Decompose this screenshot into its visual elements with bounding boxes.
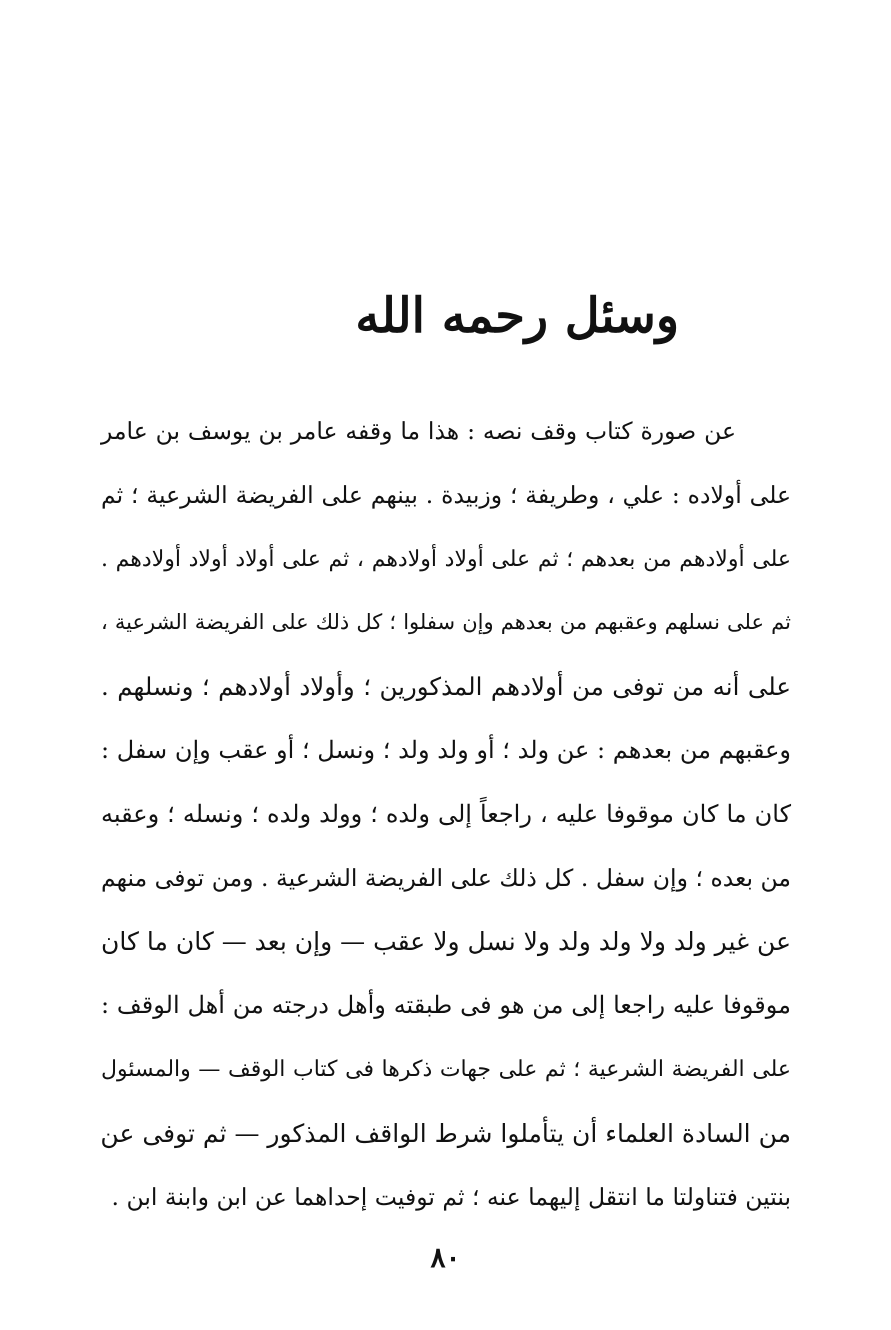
text-line: عن غير ولد ولا ولد ولد ولا نسل ولا عقب — وإن بعد — كان ما كان bbox=[101, 927, 791, 957]
section-heading: وسئل رحمه الله bbox=[355, 288, 679, 344]
text-line: بنتين فتناولتا ما انتقل إليهما عنه ؛ ثم توفيت إحداهما عن ابن وابنة ابن . bbox=[111, 1182, 791, 1211]
page-number: ٨٠ bbox=[430, 1241, 461, 1274]
text-line: من السادة العلماء أن يتأملوا شرط الواقف المذكور — ثم توفى عن bbox=[100, 1118, 791, 1148]
text-line: على الفريضة الشرعية ؛ ثم على جهات ذكرها فى كتاب الوقف — والمسئول bbox=[101, 1056, 791, 1082]
body-text bbox=[101, 400, 791, 1229]
text-line: على أنه من توفى من أولادهم المذكورين ؛ وأولاد أولادهم ؛ ونسلهم . bbox=[101, 672, 791, 702]
text-line: ثم على نسلهم وعقبهم من بعدهم وإن سفلوا ؛ كل ذلك على الفريضة الشرعية ، bbox=[101, 610, 791, 635]
text-line: على أولاده : علي ، وطريفة ؛ وزبيدة . بينهم على الفريضة الشرعية ؛ ثم bbox=[101, 480, 791, 509]
text-line: من بعده ؛ وإن سفل . كل ذلك على الفريضة الشرعية . ومن توفى منهم bbox=[101, 863, 791, 892]
text-line: وعقبهم من بعدهم : عن ولد ؛ أو ولد ولد ؛ ونسل ؛ أو عقب وإن سفل : bbox=[101, 735, 792, 764]
text-line: كان ما كان موقوفا عليه ، راجعاً إلى ولده ؛ وولد ولده ؛ ونسله ؛ وعقبه bbox=[101, 799, 791, 828]
text-line: موقوفا عليه راجعا إلى من هو فى طبقته وأهل درجته من أهل الوقف : bbox=[101, 991, 791, 1020]
text-line: عن صورة كتاب وقف نصه : هذا ما وقفه عامر بن يوسف بن عامر bbox=[101, 417, 736, 445]
text-line: على أولادهم من بعدهم ؛ ثم على أولاد أولادهم ، ثم على أولاد أولاد أولادهم . bbox=[101, 546, 791, 572]
